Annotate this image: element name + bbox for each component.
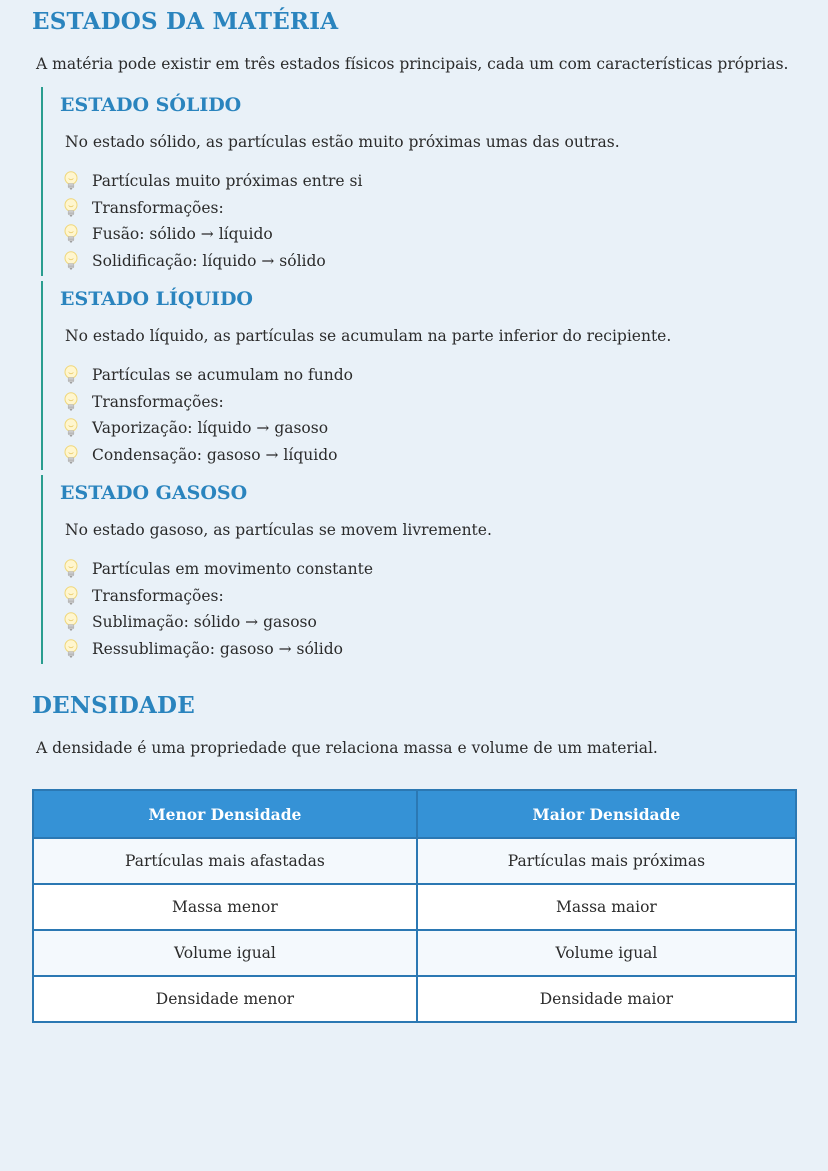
table-cell: Partículas mais próximas — [417, 838, 796, 884]
state-section-solid — [41, 87, 803, 276]
list-item-text: Transformações: — [92, 586, 224, 605]
lightbulb-icon — [63, 251, 79, 271]
lightbulb-icon — [63, 365, 79, 385]
density-intro-text: A densidade é uma propriedade que relaciona massa e volume de um material. — [36, 739, 658, 757]
list-item-text: Partículas se acumulam no fundo — [92, 366, 353, 384]
list-item-text: Solidificação: líquido → sólido — [92, 251, 326, 270]
list-item — [63, 609, 373, 636]
list-item — [63, 415, 353, 442]
lightbulb-icon — [63, 198, 79, 218]
list-item — [63, 583, 373, 610]
page-title: ESTADOS DA MATÉRIA — [32, 8, 339, 35]
list-item — [63, 248, 362, 275]
list-item — [63, 195, 362, 222]
table-cell: Volume igual — [417, 930, 796, 976]
state-list — [63, 168, 362, 274]
list-item — [63, 221, 362, 248]
list-item-text: Sublimação: sólido → gasoso — [92, 613, 317, 632]
list-item-text: Partículas muito próximas entre si — [92, 172, 363, 190]
state-description: No estado líquido, as partículas se acumulam na parte inferior do recipiente. — [65, 327, 672, 345]
list-item-text: Vaporização: líquido → gasoso — [92, 419, 329, 438]
density-table — [32, 789, 797, 1023]
table-row — [33, 976, 796, 1022]
table-row — [33, 930, 796, 976]
list-item — [63, 168, 362, 195]
state-heading: ESTADO GASOSO — [60, 482, 248, 504]
list-item-text: Fusão: sólido → líquido — [92, 225, 273, 244]
lightbulb-icon — [63, 559, 79, 579]
list-item — [63, 636, 373, 663]
state-heading: ESTADO SÓLIDO — [60, 94, 242, 116]
table-row — [33, 838, 796, 884]
lightbulb-icon — [63, 445, 79, 465]
list-item — [63, 362, 353, 389]
lightbulb-icon — [63, 392, 79, 412]
column-header: Menor Densidade — [33, 790, 417, 838]
section-heading-density: DENSIDADE — [32, 692, 195, 719]
table-cell: Densidade menor — [33, 976, 417, 1022]
list-item-text: Partículas em movimento constante — [92, 560, 373, 578]
list-item — [63, 556, 373, 583]
state-section-liquid — [41, 281, 803, 470]
list-item-text: Transformações: — [92, 392, 224, 411]
lightbulb-icon — [63, 418, 79, 438]
table-cell: Volume igual — [33, 930, 417, 976]
state-description: No estado sólido, as partículas estão muito próximas umas das outras. — [65, 133, 620, 151]
lightbulb-icon — [63, 224, 79, 244]
lightbulb-icon — [63, 171, 79, 191]
list-item-text: Transformações: — [92, 198, 224, 217]
table-cell: Massa maior — [417, 884, 796, 930]
column-header: Maior Densidade — [417, 790, 796, 838]
state-description: No estado gasoso, as partículas se movem livremente. — [65, 521, 492, 539]
table-row — [33, 884, 796, 930]
table-cell: Partículas mais afastadas — [33, 838, 417, 884]
state-list — [63, 362, 353, 468]
lightbulb-icon — [63, 586, 79, 606]
table-header-row — [33, 790, 796, 838]
lightbulb-icon — [63, 639, 79, 659]
list-item-text: Ressublimação: gasoso → sólido — [92, 639, 343, 658]
list-item — [63, 389, 353, 416]
state-section-gas — [41, 475, 803, 664]
state-heading: ESTADO LÍQUIDO — [60, 288, 253, 310]
list-item — [63, 442, 353, 469]
table-cell: Massa menor — [33, 884, 417, 930]
list-item-text: Condensação: gasoso → líquido — [92, 445, 338, 464]
state-list — [63, 556, 373, 662]
table-cell: Densidade maior — [417, 976, 796, 1022]
intro-text: A matéria pode existir em três estados físicos principais, cada um com características próprias. — [36, 55, 789, 73]
lightbulb-icon — [63, 612, 79, 632]
